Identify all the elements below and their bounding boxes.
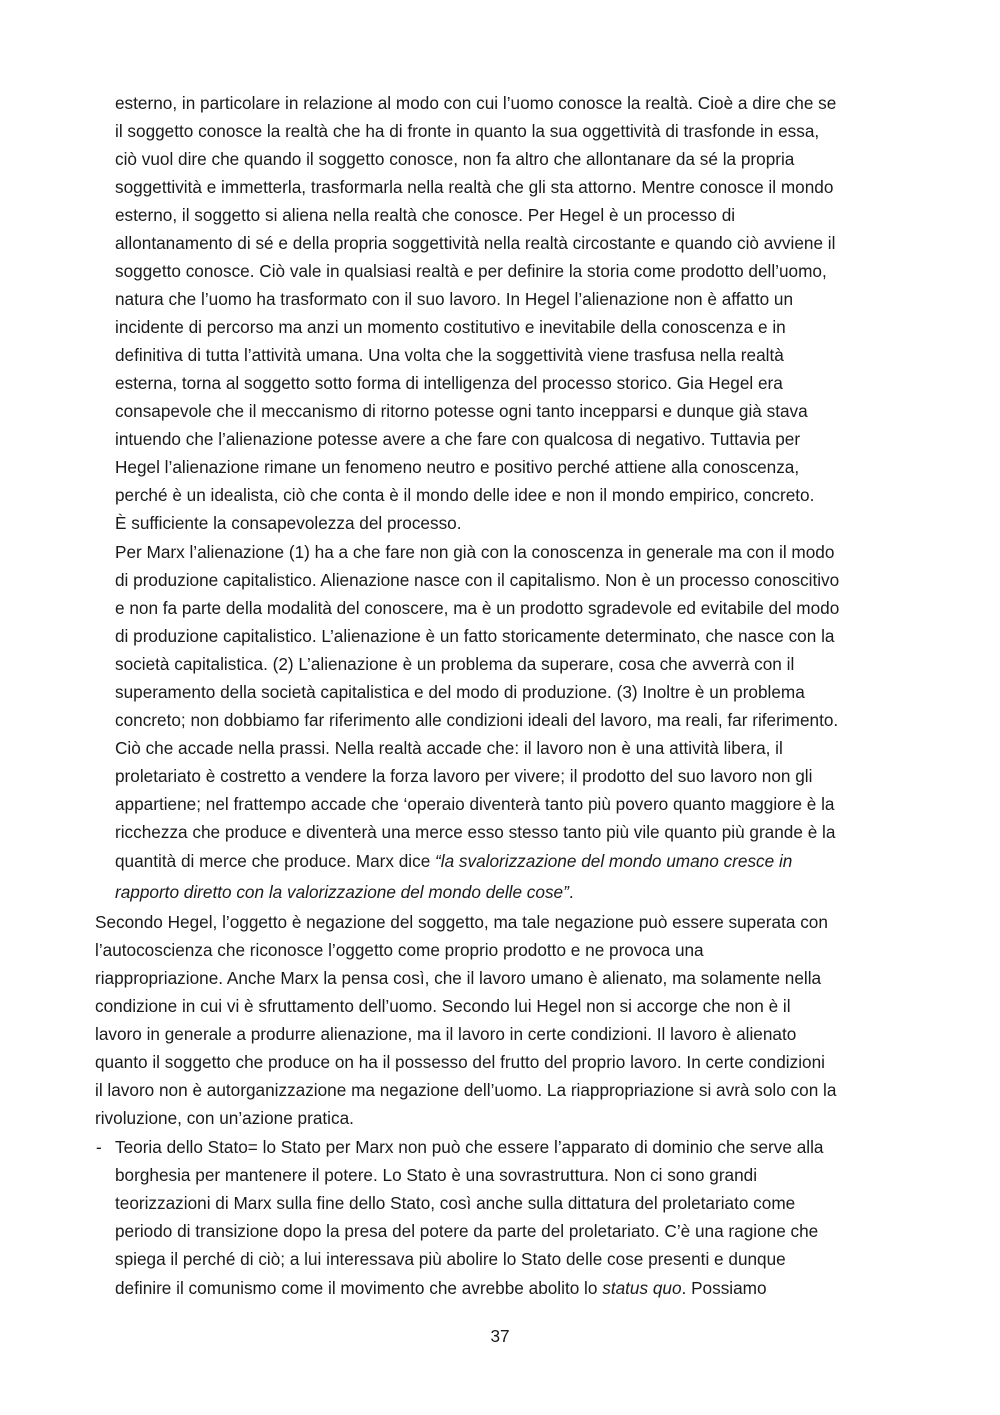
text-line: Ciò che accade nella prassi. Nella realtà accade che: il lavoro non è una attività libera, il [115,738,783,758]
text-line: riappropriazione. Anche Marx la pensa così, che il lavoro umano è alienato, ma solamente nella [95,968,822,988]
list-item-line: borghesia per mantenere il potere. Lo Stato è una sovrastruttura. Non ci sono grandi [115,1165,758,1185]
text-line: il soggetto conosce la realtà che ha di fronte in quanto la sua oggettività di trasfonde in essa, [115,121,820,141]
text-line: perché è un idealista, ciò che conta è il mondo delle idee e non il mondo empirico, concreto. [115,485,815,505]
quote-intro: quantità di merce che produce. Marx dice [115,851,436,871]
text-line: lavoro in generale a produrre alienazione, ma il lavoro in certe condizioni. Il lavoro è alienato [95,1024,797,1044]
text-line: esterna, torna al soggetto sotto forma di intelligenza del processo storico. Gia Hegel era [115,373,783,393]
text-fragment: . Possiamo [681,1278,767,1298]
text-line: superamento della società capitalistica e del modo di produzione. (3) Inoltre è un problema [115,682,805,702]
text-line: condizione in cui vi è sfruttamento dell’uomo. Secondo lui Hegel non si accorge che non è il [95,996,791,1016]
text-line: il lavoro non è autorganizzazione ma negazione dell’uomo. La riappropriazione si avrà solo con la [95,1080,837,1100]
text-line: società capitalistica. (2) L’alienazione è un problema da superare, cosa che avverrà con il [115,654,795,674]
text-line: concreto; non dobbiamo far riferimento alle condizioni ideali del lavoro, ma reali, far riferimento. [115,710,839,730]
list-item-line: spiega il perché di ciò; a lui interessava più abolire lo Stato delle cose presenti e dunque [115,1249,786,1269]
list-item-line: periodo di transizione dopo la presa del potere da parte del proletariato. C’è una ragione che [115,1221,819,1241]
text-line: incidente di percorso ma anzi un momento costitutivo e inevitabile della conoscenza e in [115,317,786,337]
list-item-line: teorizzazioni di Marx sulla fine dello Stato, così anche sulla dittatura del proletariato come [115,1193,796,1213]
status-quo-term: status quo [602,1278,682,1298]
text-line: e non fa parte della modalità del conoscere, ma è un prodotto sgradevole ed evitabile del modo [115,598,840,618]
text-line: di produzione capitalistico. L’alienazione è un fatto storicamente determinato, che nasce con la [115,626,835,646]
text-line: È sufficiente la consapevolezza del processo. [115,513,462,533]
text-line: esterno, in particolare in relazione al modo con cui l’uomo conosce la realtà. Cioè a dire che se [115,93,837,113]
page-number: 37 [490,1326,510,1346]
text-line: natura che l’uomo ha trasformato con il suo lavoro. In Hegel l’alienazione non è affatto un [115,289,794,309]
text-line [115,878,574,906]
text-line: definitiva di tutta l’attività umana. Una volta che la soggettività viene trasfusa nella realtà [115,345,784,365]
text-line: quanto il soggetto che produce on ha il possesso del frutto del proprio lavoro. In certe condizioni [95,1052,825,1072]
text-line: Hegel l’alienazione rimane un fenomeno neutro e positivo perché attiene alla conoscenza, [115,457,800,477]
text-line: Secondo Hegel, l’oggetto è negazione del soggetto, ma tale negazione può essere superata con [95,912,828,932]
text-line: allontanamento di sé e della propria soggettività nella realtà circostante e quando ciò avviene il [115,233,836,253]
list-item-line: Teoria dello Stato= lo Stato per Marx non può che essere l’apparato di dominio che serve alla [115,1137,824,1157]
text-fragment: definire il comunismo come il movimento che avrebbe abolito lo [115,1278,603,1298]
marx-quote: rapporto diretto con la valorizzazione del mondo delle cose” [115,882,569,902]
quote-end: . [568,882,574,902]
text-line: ricchezza che produce e diventerà una merce esso stesso tanto più vile quanto più grande è la [115,822,836,842]
marx-quote: “la svalorizzazione del mondo umano cresce in [435,851,793,871]
text-line: ciò vuol dire che quando il soggetto conosce, non fa altro che allontanare da sé la propria [115,149,795,169]
text-line: soggetto conosce. Ciò vale in qualsiasi realtà e per definire la storia come prodotto dell’uomo, [115,261,827,281]
text-line: rivoluzione, con un’azione pratica. [95,1108,354,1128]
text-line [115,847,792,875]
text-line: intuendo che l’alienazione potesse avere a che fare con qualcosa di negativo. Tuttavia per [115,429,801,449]
list-bullet: - [96,1137,102,1157]
text-line: Per Marx l’alienazione (1) ha a che fare non già con la conoscenza in generale ma con il modo [115,542,835,562]
text-line: appartiene; nel frattempo accade che ‘operaio diventerà tanto più povero quanto maggiore è la [115,794,835,814]
text-line: proletariato è costretto a vendere la forza lavoro per vivere; il prodotto del suo lavoro non gli [115,766,813,786]
text-line: di produzione capitalistico. Alienazione nasce con il capitalismo. Non è un processo conoscitivo [115,570,840,590]
text-line: soggettività e immetterla, trasformarla nella realtà che gli sta attorno. Mentre conosce il mondo [115,177,834,197]
text-line: consapevole che il meccanismo di ritorno potesse ogni tanto incepparsi e dunque già stava [115,401,808,421]
text-line: l’autocoscienza che riconosce l’oggetto come proprio prodotto e ne provoca una [95,940,704,960]
list-item-line [115,1274,767,1302]
text-line: esterno, il soggetto si aliena nella realtà che conosce. Per Hegel è un processo di [115,205,736,225]
